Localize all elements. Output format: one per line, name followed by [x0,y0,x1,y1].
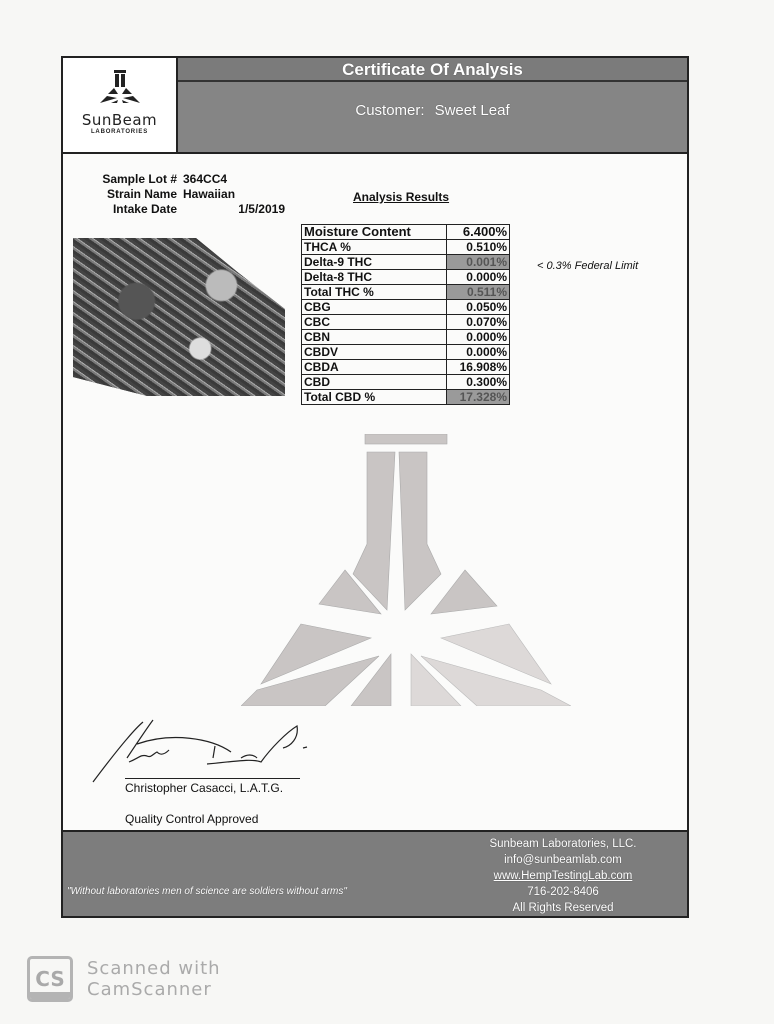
table-row [302,330,510,345]
sample-info [77,172,285,217]
table-row [302,345,510,360]
analyte-name: CBG [302,300,447,315]
flask-watermark-icon [241,434,571,706]
table-row [302,375,510,390]
customer-label: Customer: [355,102,425,119]
analyte-name: Delta-9 THC [302,255,447,270]
table-row [302,240,510,255]
brand-logo [63,58,178,154]
camscanner-line2: CamScanner [87,979,212,1000]
analyte-name: CBC [302,315,447,330]
analyte-name: Delta-8 THC [302,270,447,285]
sample-photo [73,238,285,396]
analyte-name: Moisture Content [302,225,447,240]
document-title: Certificate Of Analysis [178,58,687,82]
brand-subtitle: LABORATORIES [90,129,149,135]
analyte-value: 0.510% [447,240,510,255]
signer-name: Christopher Casacci, L.A.T.G. [125,778,300,795]
camscanner-watermark [27,956,221,1002]
analyte-value: 0.000% [447,270,510,285]
analyte-value: 0.000% [447,345,510,360]
analyte-name: Total THC % [302,285,447,300]
analyte-value: 6.400% [447,225,510,240]
website-link[interactable]: www.HempTestingLab.com [493,870,633,882]
camscanner-logo-icon: CS [27,956,73,1002]
analyte-value: 0.300% [447,375,510,390]
strain-name-value: Hawaiian [183,187,236,201]
signature-image [91,718,311,784]
analysis-results-table [301,224,510,405]
analyte-name: CBDV [302,345,447,360]
rights-reserved: All Rights Reserved [512,902,614,914]
analyte-value: 17.328% [447,390,510,405]
table-row [302,255,510,270]
footer-banner [63,830,687,916]
analyte-value: 16.908% [447,360,510,375]
sample-lot-label: Sample Lot # [102,172,177,186]
federal-limit-note: < 0.3% Federal Limit [537,260,639,272]
quality-control-approval: Quality Control Approved [125,812,259,826]
contact-phone: 716-202-8406 [527,886,599,898]
table-row [302,390,510,405]
footer-quote: "Without laboratories men of science are soldiers without arms" [67,886,347,897]
analyte-value: 0.050% [447,300,510,315]
analyte-value: 0.000% [447,330,510,345]
analyte-value: 0.070% [447,315,510,330]
intake-date-label: Intake Date [112,202,177,216]
table-row [302,300,510,315]
analyte-value: 0.001% [447,255,510,270]
analyte-name: CBN [302,330,447,345]
analyte-name: Total CBD % [302,390,447,405]
table-row [302,315,510,330]
brand-name: SunBeam [81,111,158,129]
camscanner-line1: Scanned with [87,958,221,979]
analyte-value: 0.511% [447,285,510,300]
intake-date-value: 1/5/2019 [238,202,285,216]
table-row [302,285,510,300]
customer-value: Sweet Leaf [434,102,510,119]
table-row [302,270,510,285]
table-row [302,225,510,240]
analyte-name: THCA % [302,240,447,255]
contact-info [463,836,663,916]
strain-name-label: Strain Name [106,187,177,201]
certificate-page [61,56,689,918]
analysis-results-title: Analysis Results [353,190,450,204]
contact-email[interactable]: info@sunbeamlab.com [504,854,622,866]
table-row [302,360,510,375]
customer-banner [178,82,687,154]
analyte-name: CBD [302,375,447,390]
sample-lot-value: 364CC4 [183,172,228,186]
company-name: Sunbeam Laboratories, LLC. [489,838,637,850]
analyte-name: CBDA [302,360,447,375]
flask-logo-icon [98,70,142,104]
